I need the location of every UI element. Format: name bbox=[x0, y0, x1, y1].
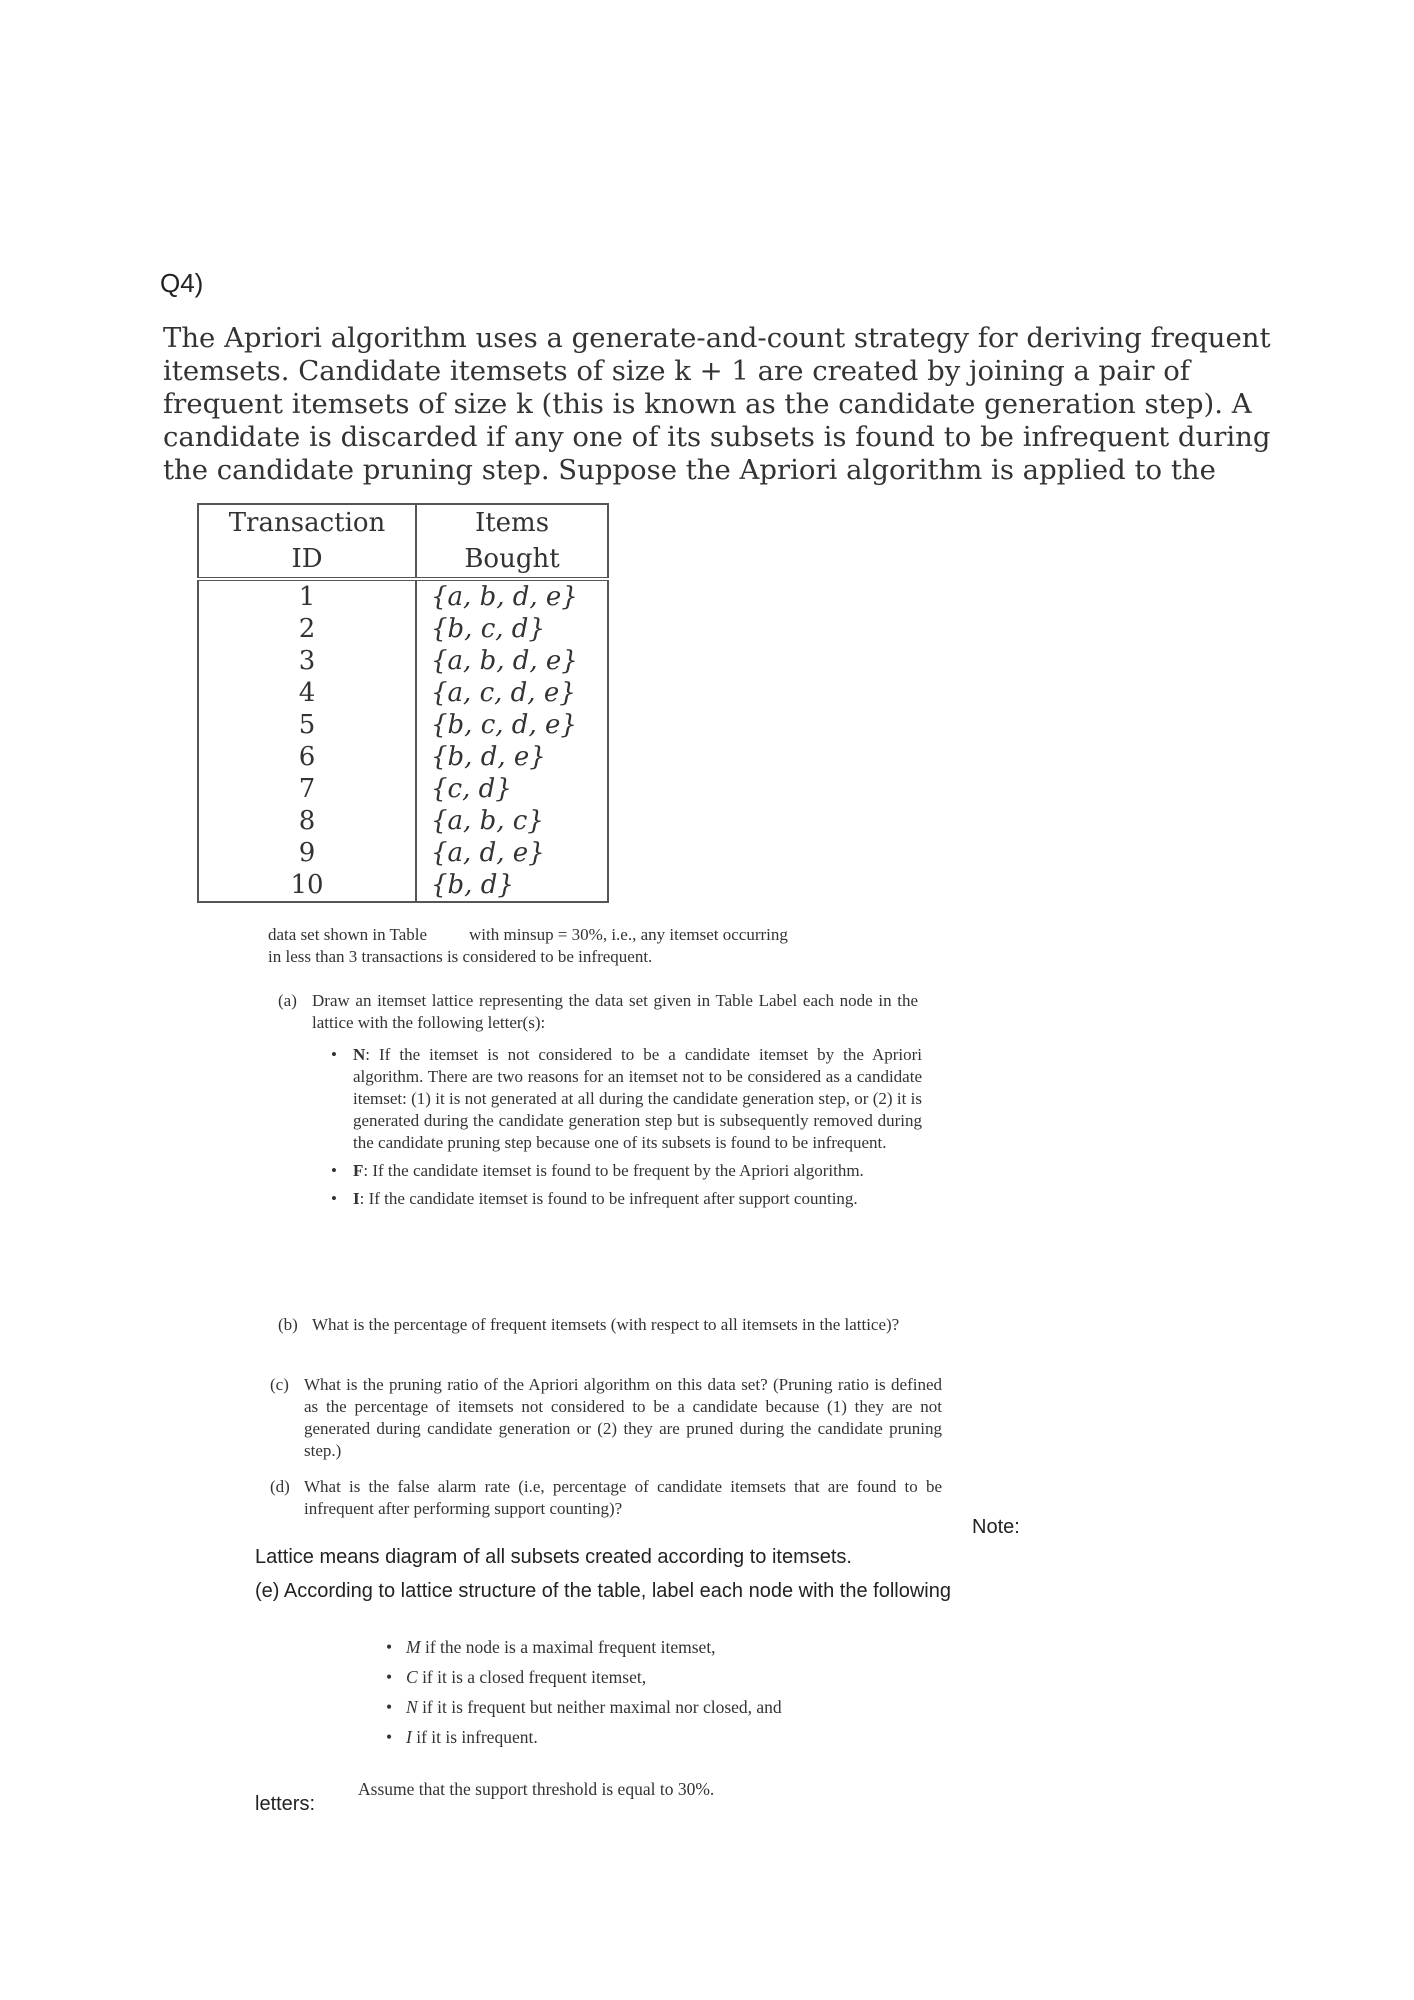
question-c bbox=[270, 1374, 942, 1462]
items-bought: {a, b, c} bbox=[416, 805, 608, 837]
question-text: What is the percentage of frequent itemsets (with respect to all itemsets in the lattice)? bbox=[312, 1315, 900, 1334]
bullet-text: if the node is a maximal frequent itemset, bbox=[420, 1637, 716, 1657]
intro-line: the candidate pruning step. Suppose the Apriori algorithm is applied to the bbox=[163, 454, 1216, 486]
items-bought: {a, c, d, e} bbox=[416, 677, 608, 709]
bullet-text: : If the candidate itemset is found to be frequent by the Apriori algorithm. bbox=[363, 1161, 864, 1180]
label-letter: I bbox=[353, 1189, 360, 1208]
question-d bbox=[270, 1476, 942, 1520]
list-item bbox=[384, 1662, 944, 1692]
note-label: Note: bbox=[972, 1516, 1020, 1538]
bullet-text: : If the itemset is not considered to be a candidate itemset by the Apriori algorithm. There are two reasons for an itemset not to be considered as a candidate itemset: (1) it is not generated at all during the candidate generation step, or (2) it is generated during the candidate generation step but is subsequently removed during the candidate pruning step because one of its subsets is found to be infrequent. bbox=[353, 1045, 922, 1152]
list-item bbox=[384, 1722, 944, 1752]
intro-line: candidate is discarded if any one of its subsets is found to be infrequent during bbox=[163, 421, 1271, 453]
transaction-id: 2 bbox=[198, 613, 416, 645]
minsup-line bbox=[268, 924, 918, 946]
transaction-table bbox=[197, 503, 609, 903]
items-bought: {a, b, d, e} bbox=[416, 579, 608, 613]
question-e-bullets bbox=[384, 1632, 944, 1752]
table-row bbox=[198, 579, 608, 613]
items-bought: {b, d, e} bbox=[416, 741, 608, 773]
bullet-icon: • bbox=[386, 1727, 393, 1747]
question-text: What is the pruning ratio of the Apriori algorithm on this data set? (Pruning ratio is defined as the percentage of itemsets not considered to be a candidate because (1) they are not generated during candidate generation or (2) they are pruned during the candidate pruning step.) bbox=[304, 1375, 942, 1460]
items-bought: {b, c, d, e} bbox=[416, 709, 608, 741]
list-item bbox=[327, 1160, 922, 1182]
transaction-id: 9 bbox=[198, 837, 416, 869]
table-row bbox=[198, 837, 608, 869]
items-bought: {b, d} bbox=[416, 869, 608, 902]
table-row bbox=[198, 805, 608, 837]
bullet-icon: • bbox=[386, 1637, 393, 1657]
question-label: (c) bbox=[270, 1375, 289, 1394]
question-label: (b) bbox=[278, 1315, 298, 1334]
header-items-bought: Items Bought bbox=[416, 504, 608, 579]
minsup-text: with minsup = 30%, i.e., any itemset occurring bbox=[469, 925, 788, 944]
table-row bbox=[198, 741, 608, 773]
support-threshold-note bbox=[358, 1779, 714, 1800]
support-threshold-text: Assume that the support threshold is equal to 30%. bbox=[358, 1779, 715, 1799]
transaction-id: 3 bbox=[198, 645, 416, 677]
question-text: What is the false alarm rate (i.e, percentage of candidate itemsets that are found to be infrequent after performing support counting)? bbox=[304, 1477, 942, 1518]
letters-label: letters: bbox=[255, 1793, 316, 1815]
bullet-icon: • bbox=[386, 1667, 393, 1687]
list-item bbox=[384, 1692, 944, 1722]
minsup-text: data set shown in Table bbox=[268, 925, 428, 944]
transaction-id: 1 bbox=[198, 579, 416, 613]
table-row bbox=[198, 677, 608, 709]
items-bought: {b, c, d} bbox=[416, 613, 608, 645]
question-label: (d) bbox=[270, 1477, 290, 1496]
question-number: Q4) bbox=[160, 268, 204, 298]
transaction-id: 8 bbox=[198, 805, 416, 837]
question-a-bullets bbox=[327, 1044, 922, 1216]
header-transaction-id: Transaction ID bbox=[198, 504, 416, 579]
transaction-id: 5 bbox=[198, 709, 416, 741]
question-e: (e) According to lattice structure of the table, label each node with the following bbox=[255, 1580, 951, 1602]
label-letter: F bbox=[353, 1161, 364, 1180]
lattice-note: Lattice means diagram of all subsets created according to itemsets. bbox=[255, 1546, 852, 1568]
table-row bbox=[198, 869, 608, 902]
items-bought: {a, b, d, e} bbox=[416, 645, 608, 677]
intro-line: itemsets. Candidate itemsets of size k + 1 are created by joining a pair of bbox=[163, 355, 1190, 387]
bullet-text: if it is infrequent. bbox=[411, 1727, 538, 1747]
bullet-text: if it is frequent but neither maximal nor closed, and bbox=[417, 1697, 782, 1717]
items-bought: {c, d} bbox=[416, 773, 608, 805]
table-row bbox=[198, 645, 608, 677]
table-row bbox=[198, 613, 608, 645]
bullet-icon: • bbox=[331, 1161, 337, 1180]
question-a bbox=[278, 990, 918, 1034]
question-text: Draw an itemset lattice representing the data set given in Table Label each node in the lattice with the following letter(s): bbox=[312, 991, 918, 1032]
label-letter: N bbox=[406, 1697, 418, 1717]
list-item bbox=[327, 1044, 922, 1154]
transaction-id: 10 bbox=[198, 869, 416, 902]
label-letter: M bbox=[406, 1637, 421, 1657]
question-label: (a) bbox=[278, 991, 297, 1010]
label-letter: C bbox=[406, 1667, 418, 1687]
label-letter: N bbox=[353, 1045, 366, 1064]
minsup-paragraph bbox=[268, 924, 918, 968]
intro-paragraph bbox=[163, 322, 1271, 487]
intro-line: frequent itemsets of size k (this is known as the candidate generation step). A bbox=[163, 388, 1252, 420]
table-row bbox=[198, 773, 608, 805]
bullet-icon: • bbox=[331, 1189, 337, 1208]
bullet-icon: • bbox=[331, 1045, 337, 1064]
question-b bbox=[278, 1314, 918, 1336]
items-bought: {a, d, e} bbox=[416, 837, 608, 869]
transaction-id: 6 bbox=[198, 741, 416, 773]
list-item bbox=[327, 1188, 922, 1210]
bullet-text: : If the candidate itemset is found to be infrequent after support counting. bbox=[359, 1189, 858, 1208]
label-letter: I bbox=[406, 1727, 412, 1747]
transaction-id: 4 bbox=[198, 677, 416, 709]
transaction-id: 7 bbox=[198, 773, 416, 805]
minsup-line: in less than 3 transactions is considered to be infrequent. bbox=[268, 947, 653, 966]
table-row bbox=[198, 709, 608, 741]
intro-line: The Apriori algorithm uses a generate-and-count strategy for deriving frequent bbox=[163, 322, 1271, 354]
bullet-icon: • bbox=[386, 1697, 393, 1717]
list-item bbox=[384, 1632, 944, 1662]
bullet-text: if it is a closed frequent itemset, bbox=[417, 1667, 647, 1687]
